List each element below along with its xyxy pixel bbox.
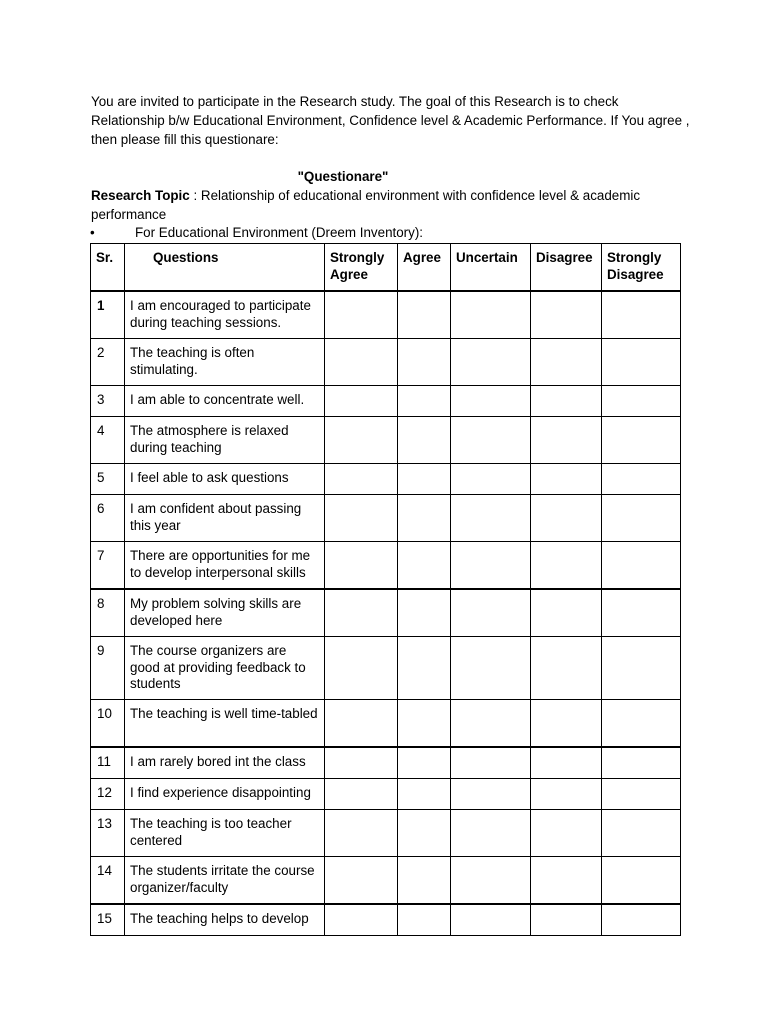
strongly-disagree-cell[interactable] <box>602 339 681 386</box>
row-question: I am encouraged to participate during teaching sessions. <box>125 291 325 339</box>
table-row <box>91 339 681 386</box>
strongly-disagree-cell[interactable] <box>602 637 681 700</box>
strongly-disagree-cell[interactable] <box>602 857 681 905</box>
disagree-cell[interactable] <box>531 747 602 779</box>
row-number: 5 <box>91 464 125 495</box>
strongly-agree-cell[interactable] <box>325 637 398 700</box>
row-number: 7 <box>91 542 125 590</box>
strongly-disagree-cell[interactable] <box>602 810 681 857</box>
disagree-cell[interactable] <box>531 495 602 542</box>
row-number: 14 <box>91 857 125 905</box>
research-topic-text: : Relationship of educational environment with confidence level & academic performance <box>91 188 641 222</box>
strongly-agree-cell[interactable] <box>325 291 398 339</box>
row-number: 9 <box>91 637 125 700</box>
disagree-cell[interactable] <box>531 291 602 339</box>
strongly-disagree-cell[interactable] <box>602 542 681 590</box>
row-question: I feel able to ask questions <box>125 464 325 495</box>
row-question: I am confident about passing this year <box>125 495 325 542</box>
agree-cell[interactable] <box>398 904 451 936</box>
research-topic <box>91 186 691 224</box>
strongly-agree-cell[interactable] <box>325 747 398 779</box>
disagree-cell[interactable] <box>531 637 602 700</box>
row-question: The course organizers are good at providing feedback to students <box>125 637 325 700</box>
agree-cell[interactable] <box>398 542 451 590</box>
strongly-disagree-cell[interactable] <box>602 700 681 748</box>
row-number: 13 <box>91 810 125 857</box>
questionnaire-title: "Questionare" <box>297 169 389 184</box>
disagree-cell[interactable] <box>531 857 602 905</box>
agree-cell[interactable] <box>398 291 451 339</box>
uncertain-cell[interactable] <box>451 779 531 810</box>
strongly-agree-cell[interactable] <box>325 464 398 495</box>
row-number: 8 <box>91 589 125 637</box>
questionnaire-table <box>90 243 681 936</box>
row-number: 4 <box>91 417 125 464</box>
uncertain-cell[interactable] <box>451 417 531 464</box>
header-questions: Questions <box>125 244 325 292</box>
strongly-agree-cell[interactable] <box>325 417 398 464</box>
bullet-icon: • <box>90 225 95 240</box>
agree-cell[interactable] <box>398 589 451 637</box>
disagree-cell[interactable] <box>531 589 602 637</box>
agree-cell[interactable] <box>398 810 451 857</box>
table-row <box>91 386 681 417</box>
row-question: I am able to concentrate well. <box>125 386 325 417</box>
row-number: 15 <box>91 904 125 936</box>
row-question: There are opportunities for me to develop interpersonal skills <box>125 542 325 590</box>
row-number: 1 <box>91 291 125 339</box>
row-number: 6 <box>91 495 125 542</box>
uncertain-cell[interactable] <box>451 857 531 905</box>
disagree-cell[interactable] <box>531 904 602 936</box>
row-question: The teaching is often stimulating. <box>125 339 325 386</box>
strongly-disagree-cell[interactable] <box>602 589 681 637</box>
strongly-agree-cell[interactable] <box>325 589 398 637</box>
row-number: 3 <box>91 386 125 417</box>
table-row <box>91 904 681 936</box>
strongly-agree-cell[interactable] <box>325 857 398 905</box>
uncertain-cell[interactable] <box>451 637 531 700</box>
disagree-cell[interactable] <box>531 417 602 464</box>
uncertain-cell[interactable] <box>451 747 531 779</box>
agree-cell[interactable] <box>398 464 451 495</box>
disagree-cell[interactable] <box>531 700 602 748</box>
agree-cell[interactable] <box>398 339 451 386</box>
agree-cell[interactable] <box>398 779 451 810</box>
table-row <box>91 637 681 700</box>
strongly-agree-cell[interactable] <box>325 386 398 417</box>
table-row <box>91 857 681 905</box>
strongly-disagree-cell[interactable] <box>602 386 681 417</box>
strongly-agree-cell[interactable] <box>325 700 398 748</box>
strongly-agree-cell[interactable] <box>325 542 398 590</box>
disagree-cell[interactable] <box>531 542 602 590</box>
strongly-agree-cell[interactable] <box>325 339 398 386</box>
strongly-disagree-cell[interactable] <box>602 904 681 936</box>
agree-cell[interactable] <box>398 747 451 779</box>
strongly-disagree-cell[interactable] <box>602 779 681 810</box>
table-row <box>91 542 681 590</box>
section-heading <box>90 224 423 241</box>
header-row <box>91 244 681 292</box>
row-question: I am rarely bored int the class <box>125 747 325 779</box>
uncertain-cell[interactable] <box>451 904 531 936</box>
disagree-cell[interactable] <box>531 779 602 810</box>
row-question: The teaching is too teacher centered <box>125 810 325 857</box>
table-row <box>91 747 681 779</box>
uncertain-cell[interactable] <box>451 810 531 857</box>
table-row <box>91 291 681 339</box>
table-row <box>91 700 681 748</box>
uncertain-cell[interactable] <box>451 464 531 495</box>
table-row <box>91 779 681 810</box>
header-strongly-agree: Strongly Agree <box>325 244 398 292</box>
header-strongly-disagree: Strongly Disagree <box>602 244 681 292</box>
agree-cell[interactable] <box>398 386 451 417</box>
row-question: The teaching is well time-tabled <box>125 700 325 748</box>
agree-cell[interactable] <box>398 417 451 464</box>
header-agree: Agree <box>398 244 451 292</box>
row-number: 10 <box>91 700 125 748</box>
strongly-agree-cell[interactable] <box>325 904 398 936</box>
row-number: 11 <box>91 747 125 779</box>
disagree-cell[interactable] <box>531 464 602 495</box>
strongly-disagree-cell[interactable] <box>602 495 681 542</box>
agree-cell[interactable] <box>398 637 451 700</box>
header-disagree: Disagree <box>531 244 602 292</box>
row-question: I find experience disappointing <box>125 779 325 810</box>
agree-cell[interactable] <box>398 857 451 905</box>
uncertain-cell[interactable] <box>451 386 531 417</box>
table-row <box>91 417 681 464</box>
row-question: The atmosphere is relaxed during teaching <box>125 417 325 464</box>
disagree-cell[interactable] <box>531 339 602 386</box>
research-topic-label: Research Topic <box>91 188 190 203</box>
header-sr: Sr. <box>91 244 125 292</box>
uncertain-cell[interactable] <box>451 339 531 386</box>
strongly-disagree-cell[interactable] <box>602 417 681 464</box>
disagree-cell[interactable] <box>531 810 602 857</box>
strongly-agree-cell[interactable] <box>325 810 398 857</box>
agree-cell[interactable] <box>398 700 451 748</box>
row-question: The students irritate the course organizer/faculty <box>125 857 325 905</box>
uncertain-cell[interactable] <box>451 495 531 542</box>
strongly-disagree-cell[interactable] <box>602 747 681 779</box>
uncertain-cell[interactable] <box>451 589 531 637</box>
section-label: For Educational Environment (Dreem Inventory): <box>135 225 424 240</box>
table-row <box>91 810 681 857</box>
row-question: The teaching helps to develop <box>125 904 325 936</box>
uncertain-cell[interactable] <box>451 700 531 748</box>
table-row <box>91 464 681 495</box>
uncertain-cell[interactable] <box>451 542 531 590</box>
strongly-agree-cell[interactable] <box>325 495 398 542</box>
agree-cell[interactable] <box>398 495 451 542</box>
intro-paragraph: You are invited to participate in the Research study. The goal of this Research is to check Relationship b/w Educational Environment, Confidence level & Academic Performance. If You agree , then please fill this questionare: <box>91 94 690 147</box>
disagree-cell[interactable] <box>531 386 602 417</box>
uncertain-cell[interactable] <box>451 291 531 339</box>
strongly-disagree-cell[interactable] <box>602 464 681 495</box>
row-number: 12 <box>91 779 125 810</box>
row-number: 2 <box>91 339 125 386</box>
strongly-agree-cell[interactable] <box>325 779 398 810</box>
header-uncertain: Uncertain <box>451 244 531 292</box>
row-question: My problem solving skills are developed here <box>125 589 325 637</box>
table-row <box>91 589 681 637</box>
table-row <box>91 495 681 542</box>
strongly-disagree-cell[interactable] <box>602 291 681 339</box>
